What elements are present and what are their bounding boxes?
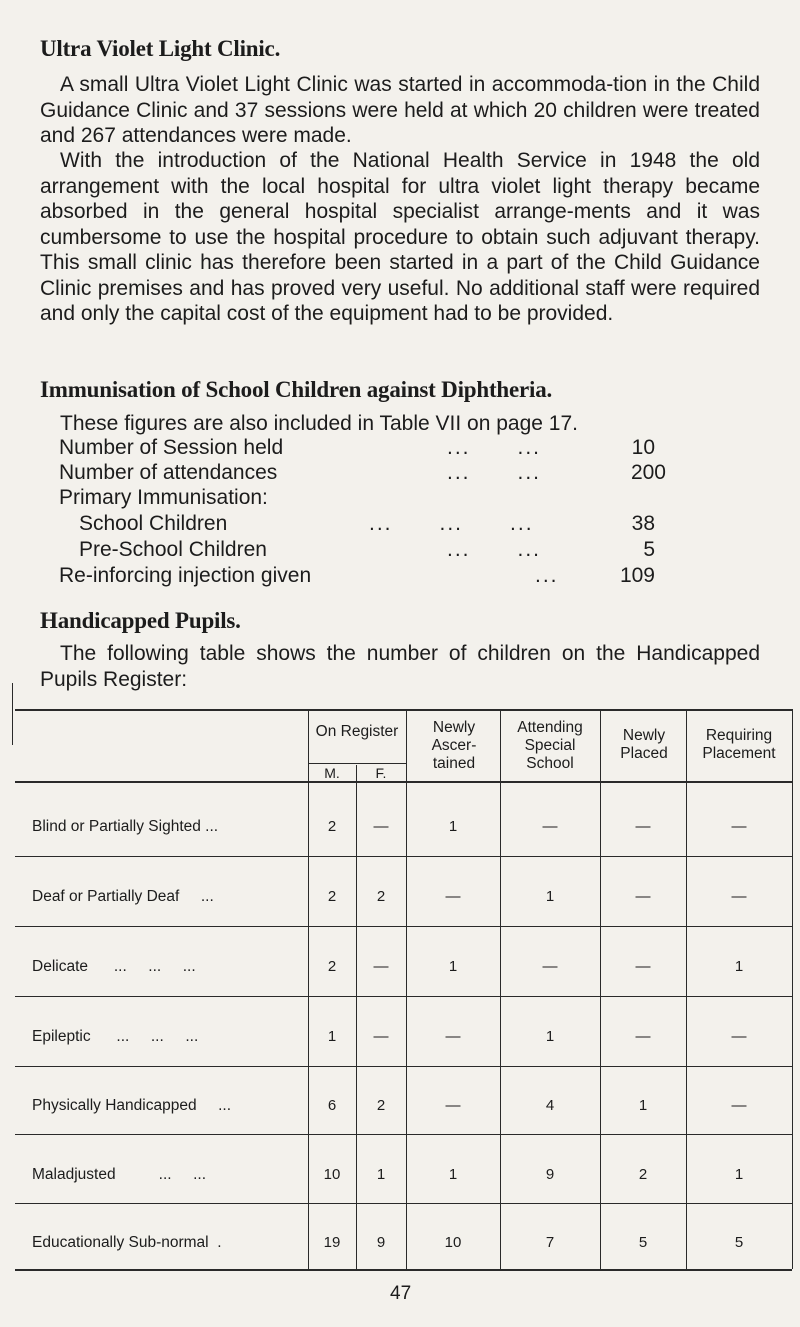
table-cell-ascertained: 1	[448, 1166, 458, 1183]
table-cell-f: 2	[376, 1097, 386, 1114]
column-rule	[686, 709, 687, 1269]
immunisation-label: Re-inforcing injection given	[59, 564, 312, 587]
table-row-label: Maladjusted ... ...	[32, 1166, 207, 1183]
immunisation-row	[59, 461, 666, 487]
immunisation-intro: These figures are also included in Table VII on page 17.	[60, 412, 578, 435]
table-cell-f: 1	[376, 1166, 386, 1183]
column-rule	[500, 709, 501, 1269]
table-cell-attending: 9	[545, 1166, 555, 1183]
uv-clinic-heading: Ultra Violet Light Clinic.	[40, 36, 281, 61]
header-male: M.	[324, 765, 340, 781]
table-row-label: Blind or Partially Sighted ...	[32, 818, 219, 835]
table-cell-placed: —	[635, 1028, 651, 1045]
table-cell-requiring: —	[731, 818, 747, 835]
table-top-rule	[15, 709, 792, 711]
table-cell-requiring: 1	[734, 958, 744, 975]
table-cell-requiring: —	[731, 1097, 747, 1114]
immunisation-label: Number of Session held	[59, 436, 284, 459]
uv-clinic-paragraph-2: With the introduction of the National Health Service in 1948 the old arrangement with the local hospital for ultra violet light therapy became absorbed in the general hospital specialist arrange-ments and it was cumbersome to use the hospital procedure to obtain such adjuvant therapy. This small clinic has therefore been started in a part of the Child Guidance Clinic premises and has proved very useful. No additional staff were required and only the capital cost of the equipment had to be provided.	[40, 149, 760, 325]
table-cell-requiring: 5	[734, 1234, 744, 1251]
table-cell-attending: 7	[545, 1234, 555, 1251]
immunisation-row	[59, 486, 666, 512]
immunisation-row	[79, 512, 655, 538]
table-cell-placed: 1	[638, 1097, 648, 1114]
table-cell-f: 9	[376, 1234, 386, 1251]
table-row-label: Educationally Sub-normal .	[32, 1234, 222, 1251]
table-cell-placed: —	[635, 958, 651, 975]
table-cell-placed: —	[635, 888, 651, 905]
table-cell-f: 2	[376, 888, 386, 905]
column-rule	[356, 765, 357, 1269]
row-rule	[15, 996, 792, 997]
immunisation-row	[79, 538, 655, 564]
header-newly-ascertained: Newly Ascer-tained	[431, 719, 477, 772]
row-rule	[15, 926, 792, 927]
header-on-register: On Register	[315, 723, 399, 740]
row-rule	[15, 1134, 792, 1135]
table-row-label: Physically Handicapped ...	[32, 1097, 232, 1114]
column-rule	[308, 709, 309, 1269]
table-cell-placed: 5	[638, 1234, 648, 1251]
header-attending-special-school: Attending Special School	[517, 719, 583, 772]
table-cell-ascertained: 1	[448, 958, 458, 975]
uv-clinic-paragraph-1: A small Ultra Violet Light Clinic was started in accommoda-tion in the Child Guidance Clinic and 37 sessions were held at which 20 children were treated and 267 attendances were made.	[40, 73, 760, 147]
immunisation-label: Primary Immunisation:	[59, 486, 268, 509]
table-cell-placed: —	[635, 818, 651, 835]
table-cell-attending: 4	[545, 1097, 555, 1114]
table-cell-f: —	[373, 958, 389, 975]
row-rule	[15, 1203, 792, 1204]
table-cell-attending: —	[542, 818, 558, 835]
column-rule	[600, 709, 601, 1269]
header-female: F.	[375, 765, 387, 781]
leader-dots: ... ... ...	[369, 512, 534, 535]
table-cell-m: 10	[323, 1166, 341, 1183]
handicapped-intro: The following table shows the number of children on the Handicapped Pupils Register:	[40, 642, 760, 691]
immunisation-row	[59, 436, 655, 462]
immunisation-heading: Immunisation of School Children against Diphtheria.	[40, 377, 553, 402]
table-cell-requiring: —	[731, 1028, 747, 1045]
row-rule	[15, 856, 792, 857]
table-cell-m: 19	[323, 1234, 341, 1251]
immunisation-label: School Children	[79, 512, 228, 535]
table-row-label: Delicate ... ... ...	[32, 958, 196, 975]
table-cell-attending: 1	[545, 888, 555, 905]
header-requiring-placement: Requiring Placement	[702, 727, 776, 762]
table-cell-m: 2	[327, 958, 337, 975]
row-rule	[15, 1066, 792, 1067]
table-cell-ascertained: —	[445, 888, 461, 905]
table-cell-m: 6	[327, 1097, 337, 1114]
immunisation-label: Pre-School Children	[79, 538, 267, 561]
table-row-label: Epileptic ... ... ...	[32, 1028, 199, 1045]
header-newly-placed: Newly Placed	[620, 727, 668, 762]
table-cell-ascertained: —	[445, 1028, 461, 1045]
table-cell-requiring: 1	[734, 1166, 744, 1183]
table-cell-f: —	[373, 818, 389, 835]
immunisation-row	[59, 564, 655, 590]
page-number: 47	[390, 1283, 412, 1304]
immunisation-label: Number of attendances	[59, 461, 278, 484]
table-cell-placed: 2	[638, 1166, 648, 1183]
table-cell-f: —	[373, 1028, 389, 1045]
leader-dots: ... ...	[447, 436, 542, 459]
table-cell-ascertained: —	[445, 1097, 461, 1114]
immunisation-value: 5	[643, 538, 655, 561]
table-left-mark	[12, 683, 13, 745]
table-cell-requiring: —	[731, 888, 747, 905]
leader-dots: ... ...	[447, 461, 542, 484]
table-cell-m: 2	[327, 818, 337, 835]
immunisation-value: 200	[630, 461, 666, 484]
immunisation-value: 109	[619, 564, 655, 587]
table-cell-ascertained: 10	[444, 1234, 462, 1251]
immunisation-value: 10	[631, 436, 655, 459]
table-cell-attending: 1	[545, 1028, 555, 1045]
column-rule	[406, 709, 407, 1269]
table-right-rule	[792, 709, 793, 1269]
table-cell-m: 2	[327, 888, 337, 905]
handicapped-heading: Handicapped Pupils.	[40, 608, 241, 633]
leader-dots: ... ...	[447, 538, 542, 561]
leader-dots: ...	[535, 564, 559, 587]
table-cell-ascertained: 1	[448, 818, 458, 835]
table-bottom-rule	[15, 1269, 792, 1271]
table-row-label: Deaf or Partially Deaf ...	[32, 888, 214, 905]
table-cell-m: 1	[327, 1028, 337, 1045]
table-cell-attending: —	[542, 958, 558, 975]
immunisation-value: 38	[631, 512, 655, 535]
